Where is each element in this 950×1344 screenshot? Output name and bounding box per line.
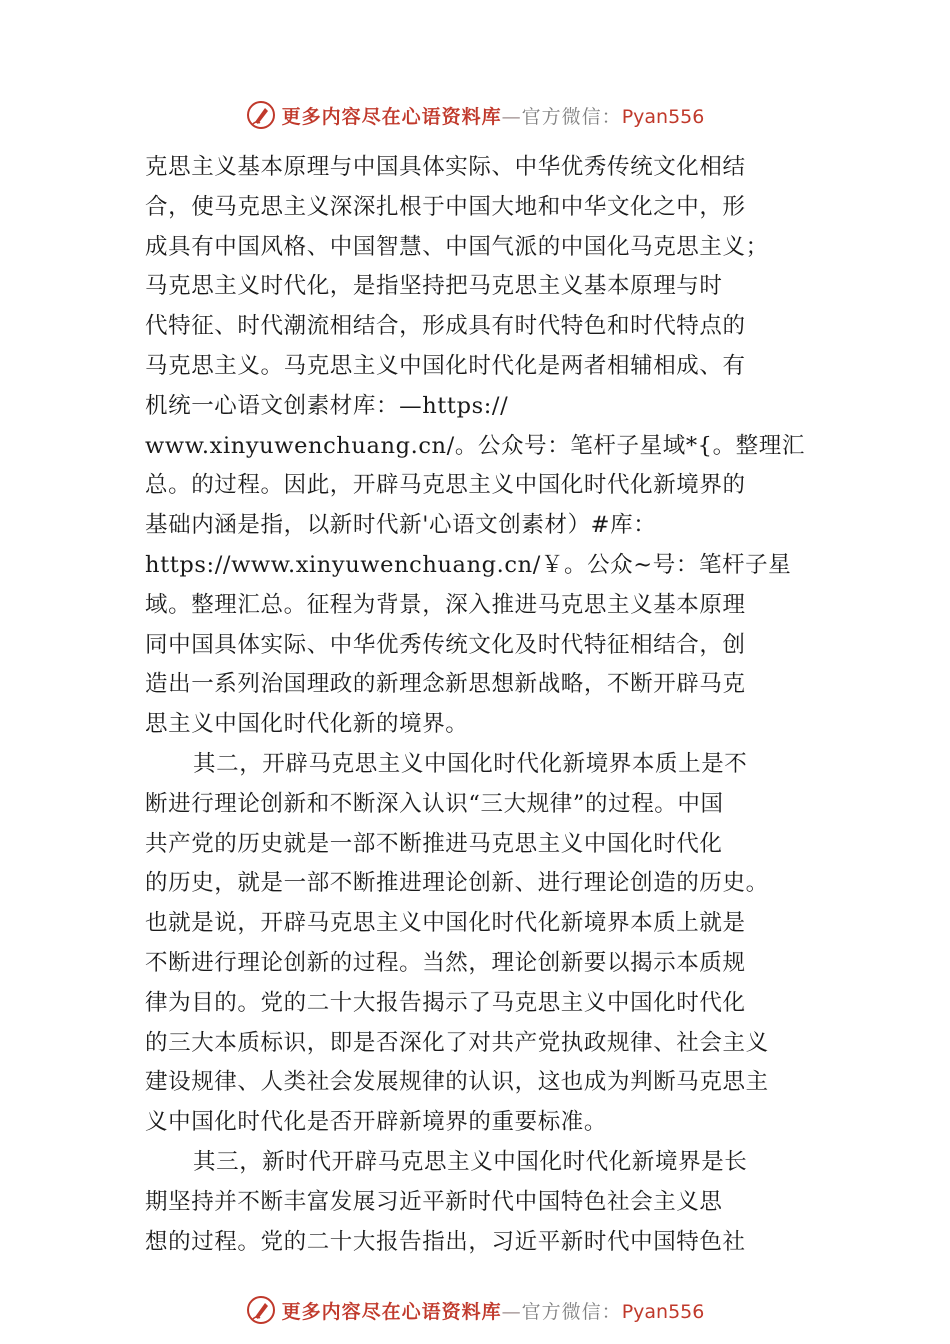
footer-separator: — (501, 1300, 522, 1323)
text-line: 思主义中国化时代化新的境界。 (145, 711, 469, 738)
text-line: 断进行理论创新和不断深入认识“三大规律”的过程。中国 (145, 790, 724, 817)
text-line: 不断进行理论创新的过程。当然，理论创新要以揭示本质规 (145, 949, 746, 976)
header-separator: — (501, 105, 522, 128)
footer-wechat-id: Pyan556 (621, 1300, 705, 1323)
text-line: 也就是说，开辟马克思主义中国化时代化新境界本质上就是 (145, 910, 746, 937)
text-line: 合，使马克思主义深深扎根于中国大地和中华文化之中，形 (145, 193, 746, 220)
text-line: 成具有中国风格、中国智慧、中国气派的中国化马克思主义； (145, 233, 769, 260)
text-line: 期坚持并不断丰富发展习近平新时代中国特色社会主义思 (145, 1188, 723, 1215)
text-line: 其三，新时代开辟马克思主义中国化时代化新境界是长 (193, 1148, 748, 1175)
text-line: 域。整理汇总。征程为背景，深入推进马克思主义基本原理 (145, 591, 746, 618)
header-banner (0, 95, 950, 135)
text-line: 义中国化时代化是否开辟新境界的重要标准。 (145, 1109, 608, 1136)
text-line: 律为目的。党的二十大报告揭示了马克思主义中国化时代化 (145, 989, 746, 1016)
pen-nib-logo-icon (246, 100, 276, 130)
text-line: 造出一系列治国理政的新理念新思想新战略，不断开辟马克 (145, 671, 746, 698)
text-line: 想的过程。党的二十大报告指出，习近平新时代中国特色社 (145, 1228, 746, 1255)
text-line: 机统一心语文创素材库：—https:// (145, 392, 509, 419)
text-line: 马克思主义。马克思主义中国化时代化是两者相辅相成、有 (145, 352, 746, 379)
footer-banner-text (282, 1297, 705, 1324)
text-line: 共产党的历史就是一部不断推进马克思主义中国化时代化 (145, 830, 723, 857)
text-line: 代特征、时代潮流相结合，形成具有时代特色和时代特点的 (145, 313, 746, 340)
text-line: 同中国具体实际、中华优秀传统文化及时代特征相结合，创 (145, 631, 746, 658)
header-wechat-label: 官方微信： (521, 105, 622, 128)
text-line: 其二，开辟马克思主义中国化时代化新境界本质上是不 (193, 750, 748, 777)
text-line: 基础内涵是指，以新时代新'心语文创素材）#库： (145, 512, 657, 539)
text-line: 总。的过程。因此，开辟马克思主义中国化时代化新境界的 (145, 472, 746, 499)
text-line: www.xinyuwenchuang.cn/。公众号：笔杆子星域*{。整理汇 (145, 432, 805, 459)
footer-banner (0, 1290, 950, 1330)
pen-nib-logo-icon (246, 1295, 276, 1325)
text-line: 建设规律、人类社会发展规律的认识，这也成为判断马克思主 (145, 1069, 769, 1096)
footer-brand: 更多内容尽在心语资料库 (281, 1300, 502, 1323)
text-line: 的三大本质标识，即是否深化了对共产党执政规律、社会主义 (145, 1029, 769, 1056)
header-brand: 更多内容尽在心语资料库 (281, 105, 502, 128)
text-line: 的历史，就是一部不断推进理论创新、进行理论创造的历史。 (145, 870, 769, 897)
text-line: https://www.xinyuwenchuang.cn/￥。公众~号：笔杆子星 (145, 551, 792, 578)
text-line: 马克思主义时代化，是指坚持把马克思主义基本原理与时 (145, 273, 723, 300)
document-body (145, 148, 830, 1262)
footer-wechat-label: 官方微信： (521, 1300, 622, 1323)
header-wechat-id: Pyan556 (621, 105, 705, 128)
header-banner-text (282, 102, 705, 129)
text-line: 克思主义基本原理与中国具体实际、中华优秀传统文化相结 (145, 154, 746, 180)
